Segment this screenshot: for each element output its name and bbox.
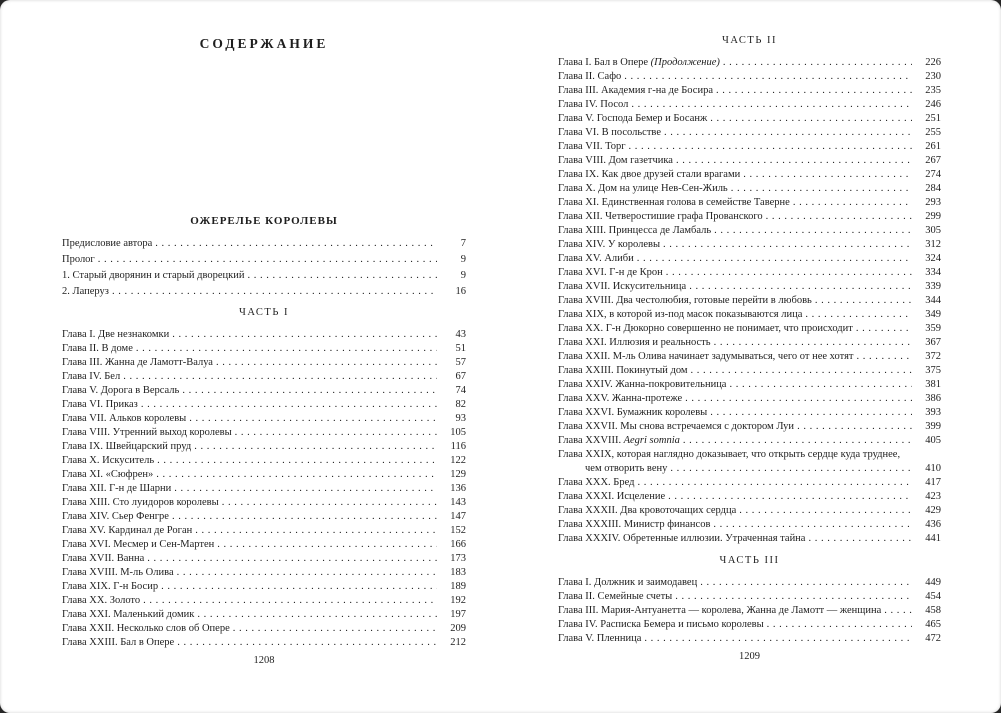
toc-entry-label: Глава XVIII. Два честолюбия, готовые перейти в любовь	[558, 295, 812, 306]
dot-leader	[233, 622, 437, 636]
toc-entry	[558, 322, 941, 336]
toc-entry-label: Глава XXX. Бред	[558, 477, 635, 488]
toc-entry-label: Глава XXVIII. Aegri somnia	[558, 435, 680, 446]
dot-leader	[222, 496, 437, 510]
toc-entry-label: Глава XV. Алиби	[558, 253, 634, 264]
toc-entry	[558, 406, 941, 420]
toc-entry	[558, 238, 941, 252]
toc-entry	[558, 336, 941, 350]
toc-entry-page: 7	[460, 238, 466, 249]
toc-entry-page: 261	[925, 141, 941, 152]
toc-entry-label: Глава III. Мария-Антуанетта — королева, Жанна де Ламотт — женщина	[558, 605, 882, 616]
dot-leader	[155, 236, 437, 252]
toc-entry-label: Глава XXIII. Покинутый дом	[558, 365, 688, 376]
toc-entry	[558, 280, 941, 294]
toc-entry-page: 209	[450, 623, 466, 634]
toc-entry	[62, 252, 466, 268]
toc-entry	[558, 182, 941, 196]
toc-entry-label: Глава XV. Кардинал де Роган	[62, 525, 193, 536]
toc-entry-page: 9	[460, 254, 466, 265]
dot-leader	[805, 308, 912, 322]
toc-entry-page: 152	[450, 525, 466, 536]
toc-entry-label: Глава XXI. Иллюзия и реальность	[558, 337, 711, 348]
toc-entry-label: Глава V. Пленница	[558, 633, 642, 644]
dot-leader	[182, 384, 437, 398]
toc-entry-page: 230	[925, 71, 941, 82]
toc-entry-label: Глава IV. Бел	[62, 371, 121, 382]
dot-leader	[670, 462, 912, 476]
dot-leader	[157, 454, 437, 468]
front-matter-list	[62, 236, 466, 300]
toc-entry-page: 423	[925, 491, 941, 502]
dot-leader	[147, 552, 437, 566]
dot-leader	[676, 154, 912, 168]
toc-entry	[558, 154, 941, 168]
toc-entry-page: 267	[925, 155, 941, 166]
dot-leader	[217, 538, 437, 552]
toc-entry-page: 143	[450, 497, 466, 508]
toc-entry-label: Глава IX. Как двое друзей стали врагами	[558, 169, 741, 180]
toc-entry-label: Глава XIX. Г-н Босир	[62, 581, 159, 592]
toc-entry-page: 429	[925, 505, 941, 516]
toc-entry-page: 82	[455, 399, 466, 410]
dot-leader	[710, 406, 912, 420]
toc-entry-page: 57	[455, 357, 466, 368]
toc-entry	[558, 364, 941, 378]
toc-entry-page: 305	[925, 225, 941, 236]
toc-entry	[62, 566, 466, 580]
toc-entry-page: 324	[925, 253, 941, 264]
toc-entry-page: 293	[925, 197, 941, 208]
toc-entry	[558, 196, 941, 210]
dot-leader	[675, 590, 912, 604]
toc-entry-label: Глава XXIV. Жанна-покровительница	[558, 379, 727, 390]
toc-entry	[62, 510, 466, 524]
toc-entry	[558, 632, 941, 646]
dot-leader	[195, 524, 437, 538]
toc-entry	[558, 168, 941, 182]
toc-entry-page: 458	[925, 605, 941, 616]
toc-entry	[558, 224, 941, 238]
dot-leader	[743, 168, 912, 182]
toc-entry-page: 410	[925, 463, 941, 474]
dot-leader	[141, 398, 437, 412]
dot-leader	[716, 84, 912, 98]
toc-entry-page: 173	[450, 553, 466, 564]
toc-entry-page: 183	[450, 567, 466, 578]
toc-entry-page: 417	[925, 477, 941, 488]
toc-entry-label: Глава XI. Единственная голова в семействе Таверне	[558, 197, 790, 208]
toc-entry-label: Глава III. Академия г-на де Босира	[558, 85, 713, 96]
toc-entry-label: Глава IV. Расписка Бемера и письмо королевы	[558, 619, 764, 630]
toc-entry	[558, 70, 941, 84]
toc-entry-label: 1. Старый дворянин и старый дворецкий	[62, 270, 245, 281]
toc-entry	[558, 532, 941, 546]
toc-entry-page: 93	[455, 413, 466, 424]
dot-leader	[189, 412, 437, 426]
dot-leader	[197, 608, 437, 622]
toc-entry-page: 465	[925, 619, 941, 630]
toc-entry-page: 136	[450, 483, 466, 494]
toc-entry	[62, 342, 466, 356]
dot-leader	[856, 322, 912, 336]
toc-entry-page: 386	[925, 393, 941, 404]
dot-leader	[161, 580, 437, 594]
dot-leader	[112, 284, 437, 300]
toc-entry-label: Глава XXIX, которая наглядно доказывает, что открыть сердце куда труднее,	[558, 449, 901, 460]
toc-entry-page: 359	[925, 323, 941, 334]
toc-entry	[558, 392, 941, 406]
dot-leader	[668, 490, 912, 504]
dot-leader	[194, 440, 437, 454]
toc-entry-label: Глава VI. Приказ	[62, 399, 138, 410]
toc-entry	[62, 594, 466, 608]
toc-entry-label: Глава I. Должник и заимодавец	[558, 577, 698, 588]
part3-chapter-list	[558, 576, 941, 646]
dot-leader	[172, 328, 437, 342]
toc-entry-page: 312	[925, 239, 941, 250]
part2-chapter-list	[558, 56, 941, 546]
toc-entry-label: Глава XXI. Маленький домик	[62, 609, 195, 620]
toc-entry	[558, 576, 941, 590]
toc-entry-label: Глава III. Жанна де Ламотт-Валуа	[62, 357, 213, 368]
dot-leader	[714, 224, 912, 238]
toc-entry-label: чем отворить вену	[585, 463, 668, 474]
toc-entry-label-italic: Aegri somnia	[621, 435, 680, 446]
toc-entry	[62, 370, 466, 384]
toc-entry-label: Глава XXII. Несколько слов об Опере	[62, 623, 230, 634]
toc-entry-label: Глава VII. Альков королевы	[62, 413, 187, 424]
toc-entry-page: 436	[925, 519, 941, 530]
toc-entry-label: Глава XXXII. Два кровоточащих сердца	[558, 505, 737, 516]
toc-entry-label: Глава X. Дом на улице Нев-Сен-Жиль	[558, 183, 728, 194]
dot-leader	[689, 280, 912, 294]
toc-entry-page: 441	[925, 533, 941, 544]
part2-heading: ЧАСТЬ II	[722, 35, 777, 46]
toc-entry-page: 192	[450, 595, 466, 606]
toc-entry-page: 344	[925, 295, 941, 306]
toc-entry-page: 226	[925, 57, 941, 68]
dot-leader	[666, 266, 912, 280]
dot-leader	[815, 294, 912, 308]
toc-entry	[62, 398, 466, 412]
toc-entry	[558, 210, 941, 224]
part1-chapter-list	[62, 328, 466, 650]
toc-entry-label: Глава XXXI. Исцеление	[558, 491, 666, 502]
book-title-heading: ОЖЕРЕЛЬЕ КОРОЛЕВЫ	[190, 215, 338, 227]
dot-leader	[98, 252, 437, 268]
toc-entry	[558, 420, 941, 434]
toc-entry-page: 339	[925, 281, 941, 292]
toc-entry	[558, 462, 941, 476]
toc-entry	[558, 604, 941, 618]
toc-entry-page: 274	[925, 169, 941, 180]
toc-entry-page: 399	[925, 421, 941, 432]
toc-entry-page: 74	[455, 385, 466, 396]
toc-entry-page: 212	[450, 637, 466, 648]
toc-entry-page: 367	[925, 337, 941, 348]
toc-entry	[62, 636, 466, 650]
toc-entry-label: Предисловие автора	[62, 238, 153, 249]
toc-entry-label: Глава I. Бал в Опере (Продолжение)	[558, 57, 720, 68]
toc-entry-label: Глава VIII. Утренний выход королевы	[62, 427, 232, 438]
toc-entry	[558, 490, 941, 504]
toc-entry-label: Глава XVI. Месмер и Сен-Мартен	[62, 539, 215, 550]
toc-entry	[558, 140, 941, 154]
toc-entry-label: Глава II. Сафо	[558, 71, 622, 82]
toc-entry	[558, 112, 941, 126]
toc-entry	[62, 412, 466, 426]
dot-leader	[700, 576, 912, 590]
toc-entry	[558, 504, 941, 518]
toc-entry	[62, 384, 466, 398]
toc-entry-page: 372	[925, 351, 941, 362]
toc-entry-page: 251	[925, 113, 941, 124]
toc-entry-page: 299	[925, 211, 941, 222]
toc-entry-label: Глава XXIII. Бал в Опере	[62, 637, 175, 648]
dot-leader	[767, 618, 912, 632]
contents-title: СОДЕРЖАНИЕ	[199, 36, 329, 51]
dot-leader	[235, 426, 437, 440]
toc-page-left	[62, 30, 466, 668]
dot-leader	[177, 636, 437, 650]
toc-entry-label: Глава XI. «Сюфрен»	[62, 469, 154, 480]
toc-entry	[62, 426, 466, 440]
toc-entry-label: Глава XIV. Сьер Фенгре	[62, 511, 169, 522]
toc-entry	[62, 580, 466, 594]
toc-entry-label: Глава XXXIII. Министр финансов	[558, 519, 711, 530]
dot-leader	[723, 56, 912, 70]
toc-entry-page: 375	[925, 365, 941, 376]
toc-entry-label: Глава V. Дорога в Версаль	[62, 385, 180, 396]
dot-leader	[156, 468, 437, 482]
toc-entry-page: 105	[450, 427, 466, 438]
toc-entry-label: Глава XII. Г-н де Шарни	[62, 483, 172, 494]
toc-entry-page: 147	[450, 511, 466, 522]
toc-entry-page: 129	[450, 469, 466, 480]
right-page-number: 1209	[739, 651, 760, 662]
toc-entry	[558, 266, 941, 280]
dot-leader	[637, 252, 912, 266]
toc-entry-page: 9	[460, 270, 466, 281]
dot-leader	[857, 350, 912, 364]
toc-entry-page: 246	[925, 99, 941, 110]
toc-entry-page: 122	[450, 455, 466, 466]
toc-entry-page: 334	[925, 267, 941, 278]
toc-entry-label: Глава XII. Четверостишие графа Прованского	[558, 211, 763, 222]
toc-entry-label: Глава XX. Золото	[62, 595, 141, 606]
toc-entry-page: 454	[925, 591, 941, 602]
dot-leader	[729, 378, 912, 392]
toc-entry-label: Глава II. Семейные счеты	[558, 591, 673, 602]
toc-entry-label: Глава VI. В посольстве	[558, 127, 661, 138]
toc-entry-page: 349	[925, 309, 941, 320]
dot-leader	[629, 140, 912, 154]
toc-entry-label: Глава XXXIV. Обретенные иллюзии. Утраченная тайна	[558, 533, 806, 544]
toc-entry	[558, 434, 941, 448]
toc-entry-label: Глава XXII. М-ль Олива начинает задумываться, чего от нее хотят	[558, 351, 854, 362]
toc-entry	[62, 552, 466, 566]
dot-leader	[808, 532, 912, 546]
dot-leader	[143, 594, 437, 608]
toc-entry-label-italic: (Продолжение)	[648, 57, 720, 68]
toc-entry	[62, 482, 466, 496]
toc-entry	[558, 448, 941, 462]
toc-entry-page: 284	[925, 183, 941, 194]
toc-entry-label: Глава XIII. Принцесса де Ламбаль	[558, 225, 712, 236]
dot-leader	[685, 392, 912, 406]
toc-entry-page: 393	[925, 407, 941, 418]
toc-entry	[62, 328, 466, 342]
dot-leader	[644, 632, 912, 646]
toc-entry	[62, 356, 466, 370]
toc-entry	[62, 524, 466, 538]
dot-leader	[248, 268, 437, 284]
toc-entry-page: 381	[925, 379, 941, 390]
toc-entry	[558, 476, 941, 490]
dot-leader	[691, 364, 912, 378]
toc-entry-page: 116	[450, 441, 466, 452]
toc-entry	[62, 608, 466, 622]
dot-leader	[136, 342, 437, 356]
toc-entry-label: Пролог	[62, 254, 95, 265]
toc-entry	[558, 518, 941, 532]
toc-entry-label: Глава VII. Торг	[558, 141, 626, 152]
toc-entry-label: Глава XXVI. Бумажник королевы	[558, 407, 708, 418]
toc-entry-label: Глава XIII. Сто луидоров королевы	[62, 497, 219, 508]
toc-entry-page: 67	[455, 371, 466, 382]
dot-leader	[797, 420, 912, 434]
toc-entry	[62, 468, 466, 482]
toc-entry-label: Глава I. Две незнакомки	[62, 329, 170, 340]
toc-entry-label: 2. Лаперуз	[62, 286, 109, 297]
toc-entry-label: Глава IV. Посол	[558, 99, 629, 110]
toc-entry-label: Глава XIX, в которой из-под масок показываются лица	[558, 309, 803, 320]
dot-leader	[172, 510, 437, 524]
dot-leader	[624, 70, 912, 84]
dot-leader	[216, 356, 437, 370]
toc-entry	[62, 538, 466, 552]
toc-entry-label: Глава XX. Г-н Дюкорно совершенно не понимает, что происходит	[558, 323, 853, 334]
toc-entry-page: 197	[450, 609, 466, 620]
toc-entry-page: 43	[455, 329, 466, 340]
dot-leader	[177, 566, 437, 580]
dot-leader	[123, 370, 437, 384]
toc-entry	[558, 126, 941, 140]
toc-entry-page: 51	[455, 343, 466, 354]
toc-entry-label: Глава XXVII. Мы снова встречаемся с доктором Луи	[558, 421, 795, 432]
dot-leader	[664, 126, 912, 140]
toc-entry-page: 255	[925, 127, 941, 138]
toc-entry-page: 235	[925, 85, 941, 96]
toc-entry-label: Глава II. В доме	[62, 343, 133, 354]
toc-entry	[62, 236, 466, 252]
toc-entry-label: Глава IX. Швейцарский пруд	[62, 441, 192, 452]
toc-entry	[558, 294, 941, 308]
toc-entry	[62, 454, 466, 468]
toc-entry-label: Глава XVII. Искусительница	[558, 281, 687, 292]
toc-entry-label: Глава XXV. Жанна-протеже	[558, 393, 683, 404]
toc-entry-page: 166	[450, 539, 466, 550]
toc-entry-page: 405	[925, 435, 941, 446]
toc-entry	[558, 84, 941, 98]
dot-leader	[713, 518, 912, 532]
dot-leader	[663, 238, 912, 252]
dot-leader	[683, 434, 912, 448]
toc-entry	[62, 268, 466, 284]
toc-entry	[558, 618, 941, 632]
dot-leader	[174, 482, 437, 496]
toc-entry-label: Глава XVII. Ванна	[62, 553, 145, 564]
toc-entry-label: Глава VIII. Дом газетчика	[558, 155, 673, 166]
dot-leader	[731, 182, 912, 196]
toc-entry	[62, 622, 466, 636]
toc-entry-page: 472	[925, 633, 941, 644]
toc-entry	[558, 308, 941, 322]
toc-entry-label: Глава XVI. Г-н де Крон	[558, 267, 663, 278]
dot-leader	[793, 196, 912, 210]
toc-entry	[558, 590, 941, 604]
toc-entry	[558, 56, 941, 70]
toc-page-right	[558, 30, 941, 664]
toc-entry	[62, 284, 466, 300]
dot-leader	[710, 112, 912, 126]
toc-entry-page: 189	[450, 581, 466, 592]
toc-entry-label: Глава XVIII. М-ль Олива	[62, 567, 174, 578]
dot-leader	[766, 210, 912, 224]
left-page-number: 1208	[253, 655, 275, 666]
toc-entry	[62, 496, 466, 510]
dot-leader	[884, 604, 912, 618]
dot-leader	[631, 98, 912, 112]
toc-entry	[558, 98, 941, 112]
toc-entry	[558, 350, 941, 364]
dot-leader	[637, 476, 912, 490]
part3-heading: ЧАСТЬ III	[719, 555, 780, 566]
toc-entry	[558, 378, 941, 392]
toc-entry-label: Глава X. Искуситель	[62, 455, 155, 466]
toc-entry-label: Глава XIV. У королевы	[558, 239, 660, 250]
toc-entry	[558, 252, 941, 266]
toc-entry-page: 16	[455, 286, 466, 297]
toc-entry-page: 449	[925, 577, 941, 588]
toc-entry	[62, 440, 466, 454]
part1-heading: ЧАСТЬ I	[239, 307, 289, 318]
toc-entry-label: Глава V. Господа Бемер и Босанж	[558, 113, 708, 124]
dot-leader	[739, 504, 912, 518]
dot-leader	[714, 336, 912, 350]
